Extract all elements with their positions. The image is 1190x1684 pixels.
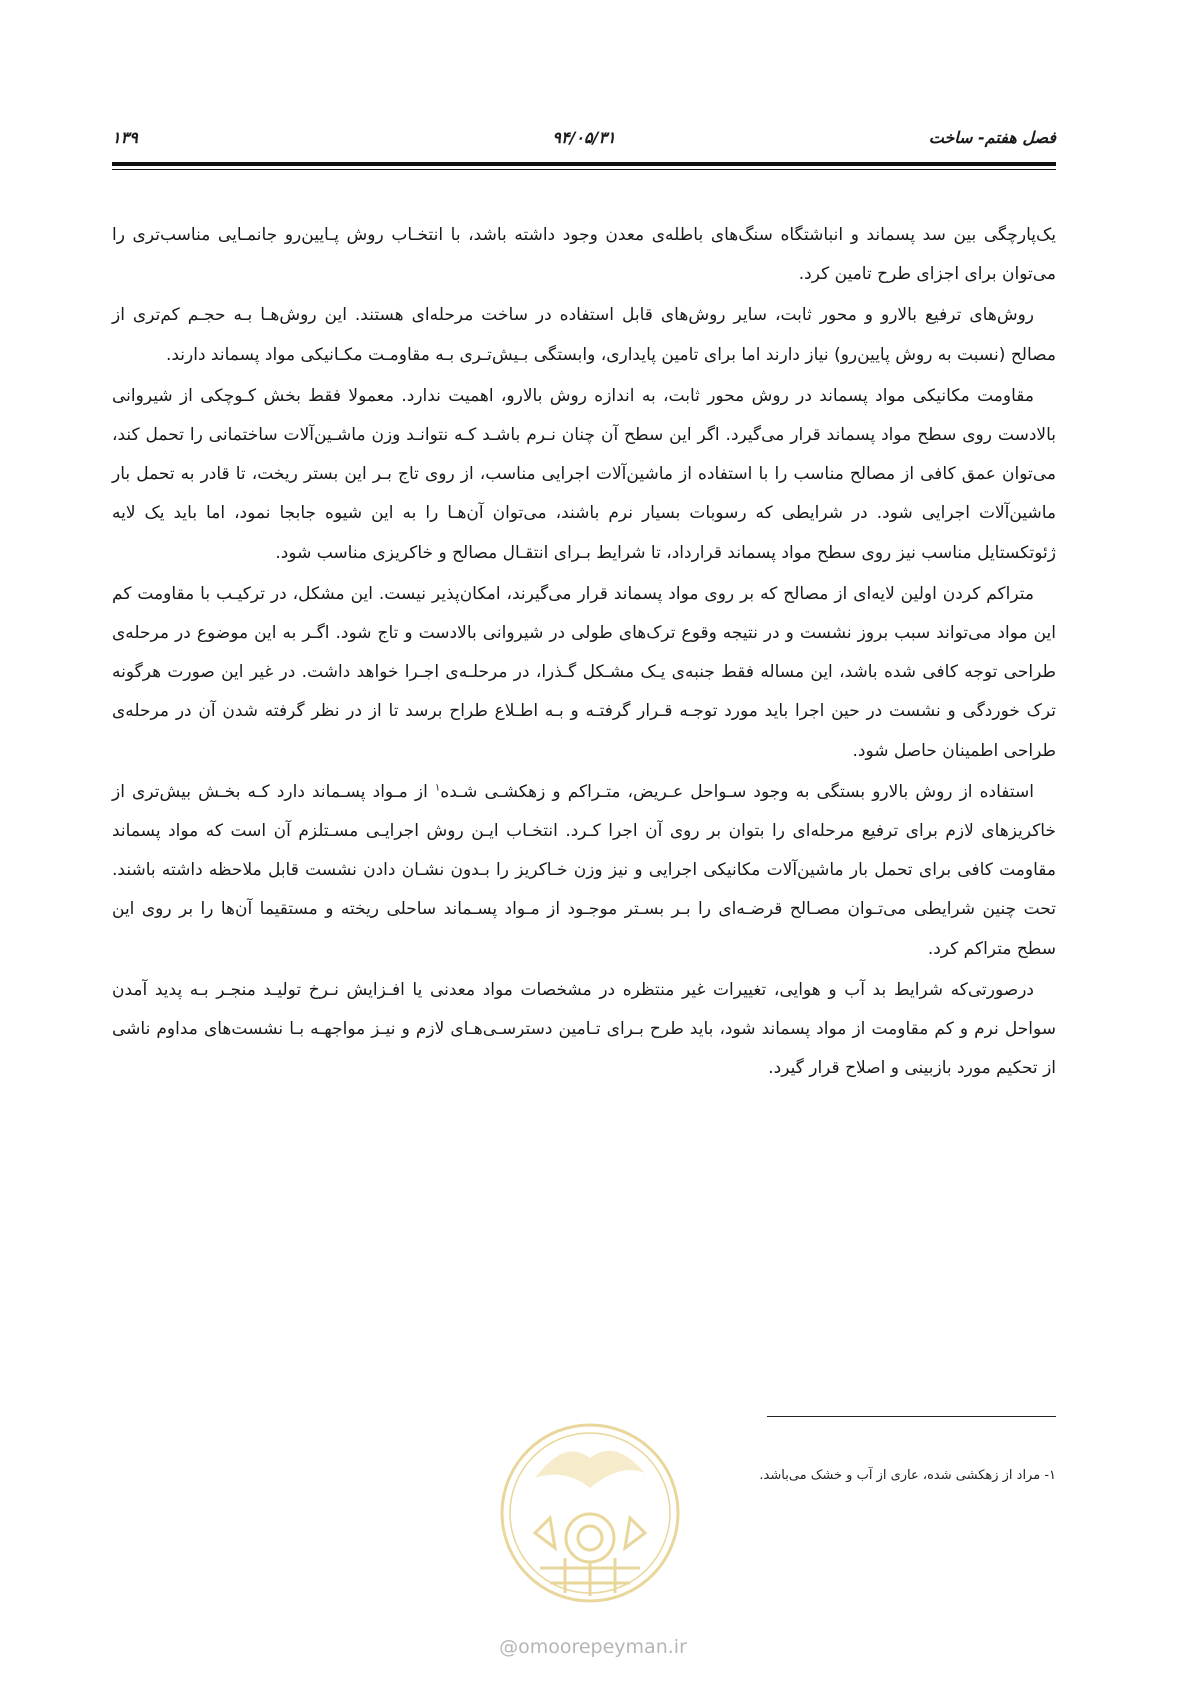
footnote: ۱- مراد از زهکشی شده، عاری از آب و خشک می‌باشد.: [759, 1468, 1056, 1483]
paragraph-5: [112, 773, 1056, 969]
page-header: [112, 128, 1056, 154]
header-rule-thin: [112, 169, 1056, 170]
paragraph-4: متراکم کردن اولین لایه‌ای از مصالح که بر روی مواد پسماند قرار می‌گیرند، امکان‌پذیر نیست. این مشکل، در ترکیـب با مقاومت کم این مواد می‌تواند سبب بروز نشست و در نتیجه وقوع ترک‌های طولی در شیروانی بالادست و تاج شود. اگـر به این موضوع در مرحله‌ی طراحی توجه کافی شده باشد، این مساله فقط جنبه‌ی یـک مشـکل گـذرا، در مرحلـه‌ی اجـرا خواهد داشت. در غیر این صورت هرگونه ترک خوردگی و نشست در حین اجرا باید مورد توجـه قـرار گرفتـه و بـه اطـلاع طراح برسد تا از در نظر گرفته شدن آن در مرحله‌ی طراحی اطمینان حاصل شود.: [112, 583, 1056, 761]
paragraph-5-part-1: استفاده از روش بالارو بستگی به وجود سـواحل عـریض، متـراکم و زهکشـی شـده: [440, 781, 1034, 802]
watermark-logo: [495, 1418, 685, 1608]
paragraph-5-part-2: از مـواد پسـماند دارد کـه بخـش بیش‌تری از خاکریزهای لازم برای ترفیع مرحله‌ای را بتوان بر روی آن اجرا کـرد. انتخـاب ایـن روش اجرایـی مسـتلزم آن است که مواد پسماند مقاومت کافی برای تحمل بار ماشین‌آلات مکانیکی اجرایی و نیز وزن خـاکریز را بـدون نشـان دادن نشست قابل ملاحظه داشته باشند. تحت چنین شرایطی می‌تـوان مصـالح قرضـه‌ای را بـر بسـتر موجـود از مـواد پسـماند ساحلی ریخته و مستقیما آن‌ها را بر روی این سطح متراکم کرد.: [112, 781, 1056, 959]
footnote-rule: [767, 1416, 1056, 1417]
page-number: ۱۳۹: [112, 128, 138, 147]
paragraph-2: روش‌های ترفیع بالارو و محور ثابت، سایر روش‌های قابل استفاده در ساخت مرحله‌ای هستند. این روش‌هـا بـه حجـم کم‌تری از مصالح (نسبت به روش پایین‌رو) نیاز دارند اما برای تامین پایداری، وابستگی بـیش‌تـری بـه مقاومـت مکـانیکی مواد پسماند دارند.: [112, 305, 1056, 365]
chapter-title: فصل هفتم- ساخت: [928, 128, 1056, 147]
header-rule-thick: [112, 162, 1056, 166]
paragraph-1: یک‌پارچگی بین سد پسماند و انباشتگاه سنگ‌های باطله‌ی معدن وجود داشته باشد، با انتخـاب روش پـایین‌رو جانمـایی مناسب‌تری را می‌توان برای اجزای طرح تامین کرد.: [112, 225, 1056, 285]
watermark-site: @omoorepeyman.ir: [499, 1636, 687, 1658]
body-text: [112, 216, 1056, 1090]
paragraph-6: درصورتی‌که شرایط بد آب و هوایی، تغییرات غیر منتظره در مشخصات مواد معدنی یا افـزایش نـرخ تولیـد منجـر بـه پدید آمدن سواحل نرم و کم مقاومت از مواد پسماند شود، باید طرح بـرای تـامین دسترسـی‌هـای لازم و نیـز مواجهـه بـا نشست‌های مداوم ناشی از تحکیم مورد بازبینی و اصلاح قرار گیرد.: [112, 979, 1056, 1079]
watermark-seal-icon: [495, 1418, 685, 1608]
header-date: ۹۴/۰۵/۳۱: [552, 128, 616, 147]
footnote-reference: ۱: [434, 782, 441, 794]
paragraph-3: مقاومت مکانیکی مواد پسماند در روش محور ثابت، به اندازه روش بالارو، اهمیت ندارد. معمولا فقط بخش کـوچکی از شیروانی بالادست روی سطح مواد پسماند قرار می‌گیرد. اگر این سطح آن چنان نـرم باشـد کـه نتوانـد وزن ماشـین‌آلات ساختمانی را تحمل کند، می‌توان عمق کافی از مصالح مناسب را با استفاده از ماشین‌آلات اجرایی مناسب، از روی تاج بـر این بستر ریخت، تا قادر به تحمل بار ماشین‌آلات اجرایی شود. در شرایطی که رسوبات بسیار نرم باشند، می‌توان آن‌هـا را به این شیوه جابجا نمود، اما باید یک لایه ژئوتکستایل مناسب نیز روی سطح مواد پسماند قرارداد، تا شرایط بـرای انتقـال مصالح و خاکریزی مناسب شود.: [112, 385, 1056, 563]
